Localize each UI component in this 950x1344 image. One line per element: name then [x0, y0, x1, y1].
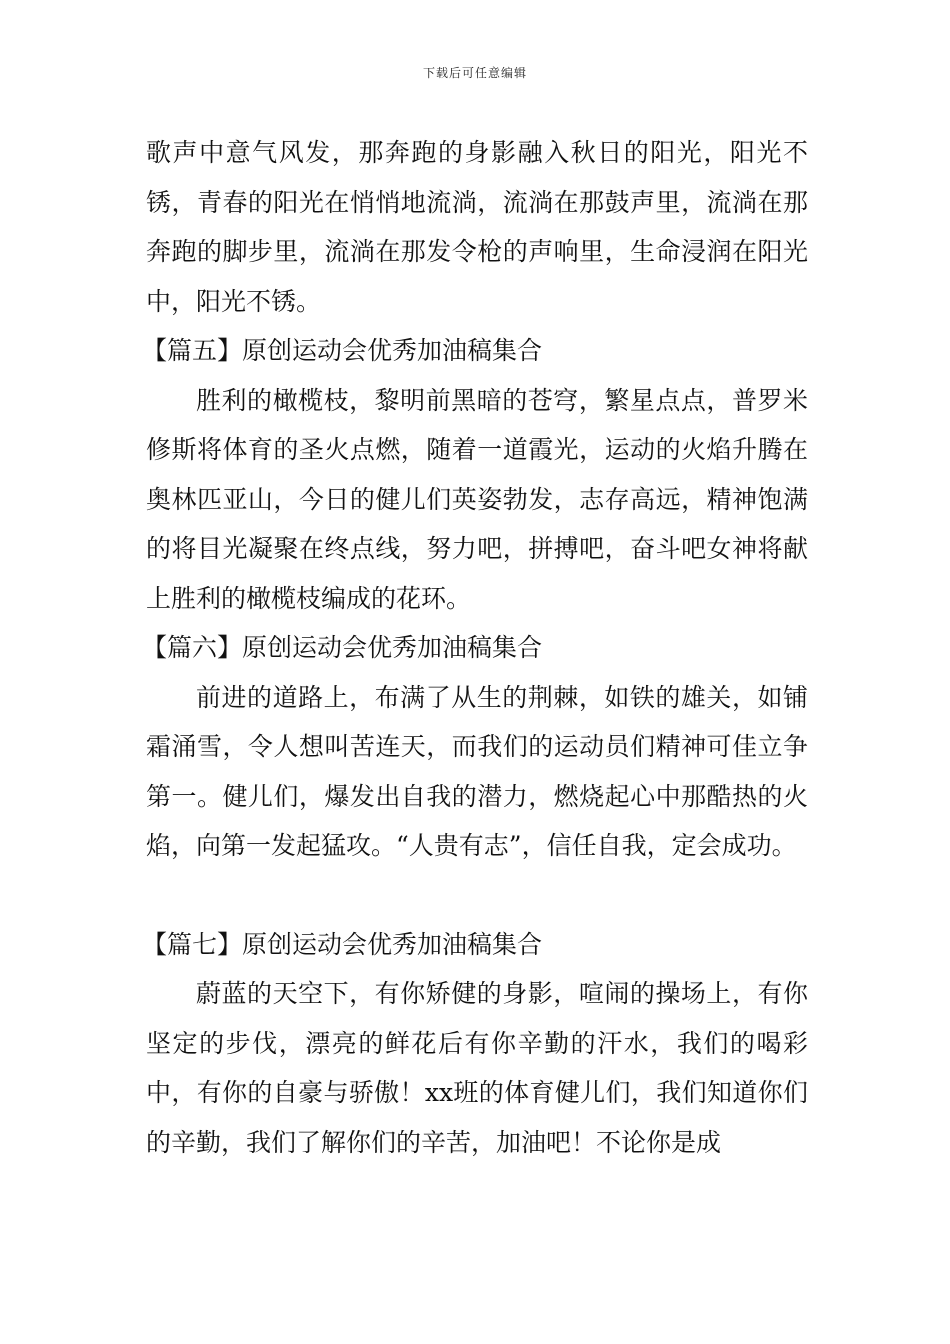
section-body-7: 蔚蓝的天空下，有你矫健的身影，喧闹的操场上，有你坚定的步伐，漂亮的鲜花后有你辛勤的汗水，我们的喝彩中，有你的自豪与骄傲！xx班的体育健儿们，我们知道你们的辛勤，我们了解你们的辛苦，加油吧！不论你是成: [146, 979, 808, 1157]
header-note: 下载后可任意编辑: [422, 66, 527, 80]
section-heading-7: 【篇七】原创运动会优秀加油稿集合: [142, 929, 543, 959]
section-body-6: 前进的道路上，布满了从生的荆棘，如铁的雄关，如铺霜涌雪，令人想叫苦连天，而我们的运动员们精神可佳立争第一。健儿们，爆发出自我的潜力，燃烧起心中那酷热的火焰，向第一发起猛攻。“人贵有志”，信任自我，定会成功。: [146, 682, 808, 860]
section-body-5: 胜利的橄榄枝，黎明前黑暗的苍穹，繁星点点，普罗米修斯将体育的圣火点燃，随着一道霞光，运动的火焰升腾在奥林匹亚山，今日的健儿们英姿勃发，志存高远，精神饱满的将目光凝聚在终点线，努力吧，拼搏吧，奋斗吧女神将献上胜利的橄榄枝编成的花环。: [146, 385, 808, 613]
blank-line: [146, 871, 808, 920]
document-body: [142, 128, 808, 1167]
intro-paragraph: 歌声中意气风发，那奔跑的身影融入秋日的阳光，阳光不锈，青春的阳光在悄悄地流淌，流淌在那鼓声里，流淌在那奔跑的脚步里，流淌在那发令枪的声响里，生命浸润在阳光中，阳光不锈。: [146, 138, 808, 316]
section-heading-6: 【篇六】原创运动会优秀加油稿集合: [142, 633, 543, 662]
section-heading-5: 【篇五】原创运动会优秀加油稿集合: [142, 336, 543, 365]
